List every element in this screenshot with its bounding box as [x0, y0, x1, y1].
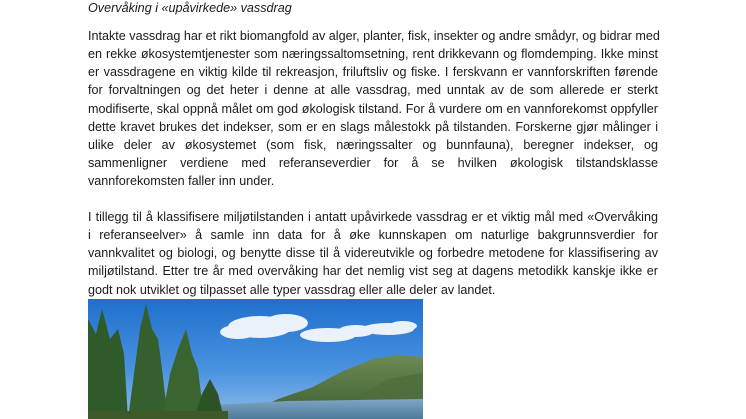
paragraph-line: godt nok utviklet og tilpasset alle typer vassdrag eller alle deler av landet. [88, 282, 496, 297]
paragraph-line: er vassdragene en viktig kilde til rekreasjon, friluftsliv og fiske. I ferskvann er vannforskriften førende [88, 65, 658, 80]
paragraph-line: i referanseelver» å samle inn data for å øke kunnskapen om naturlige bakgrunnsverdier for [88, 228, 658, 243]
paragraph-line: dette kravet brukes det indekser, som er en slags målestokk på tilstanden. Forskerne gjør målinger i [88, 119, 658, 134]
paragraph-line: modifiserte, skal oppnå målet om god økologisk tilstand. For å vurdere om en vannforekomst oppfyller [88, 101, 658, 116]
photo-illustration [88, 299, 423, 419]
paragraph-line: miljøtilstand. Etter tre år med overvåking har det nemlig vist seg at dagens metodikk kanskje ikke er [88, 264, 658, 279]
river-landscape-photo [88, 299, 423, 419]
paragraph-line: vannkvalitet og biologi, og benytte disse til å videreutvikle og forbedre metodene for klassifisering av [88, 246, 658, 261]
paragraph-line: en rekke økosystemtjenester som næringssaltomsetning, rent drikkevann og flomdemping. Ikke minst [88, 47, 658, 62]
paragraph-2 [88, 208, 658, 299]
paragraph-line: sammenligner verdiene med referanseverdier for å se hvilken økologisk tilstandsklasse [88, 156, 658, 171]
paragraph-line: for forvaltningen og det heter i denne at alle vassdrag, med unntak av de som allerede er sterkt [88, 83, 658, 98]
paragraph-line: Intakte vassdrag har et rikt biomangfold av alger, planter, fisk, insekter og andre smådyr, og bidrar med [88, 29, 660, 43]
paragraph-line: ulike deler av økosystemet (som fisk, næringssalter og bunnfauna), beregner indekser, og [88, 137, 658, 152]
paragraph-line: I tillegg til å klassifisere miljøtilstanden i antatt upåvirkede vassdrag er et viktig mål med «Overvåking [88, 210, 658, 224]
section-heading: Overvåking i «upåvirkede» vassdrag [88, 1, 292, 15]
paragraph-line: vannforekomsten faller inn under. [88, 174, 275, 189]
paragraph-1 [88, 27, 658, 190]
